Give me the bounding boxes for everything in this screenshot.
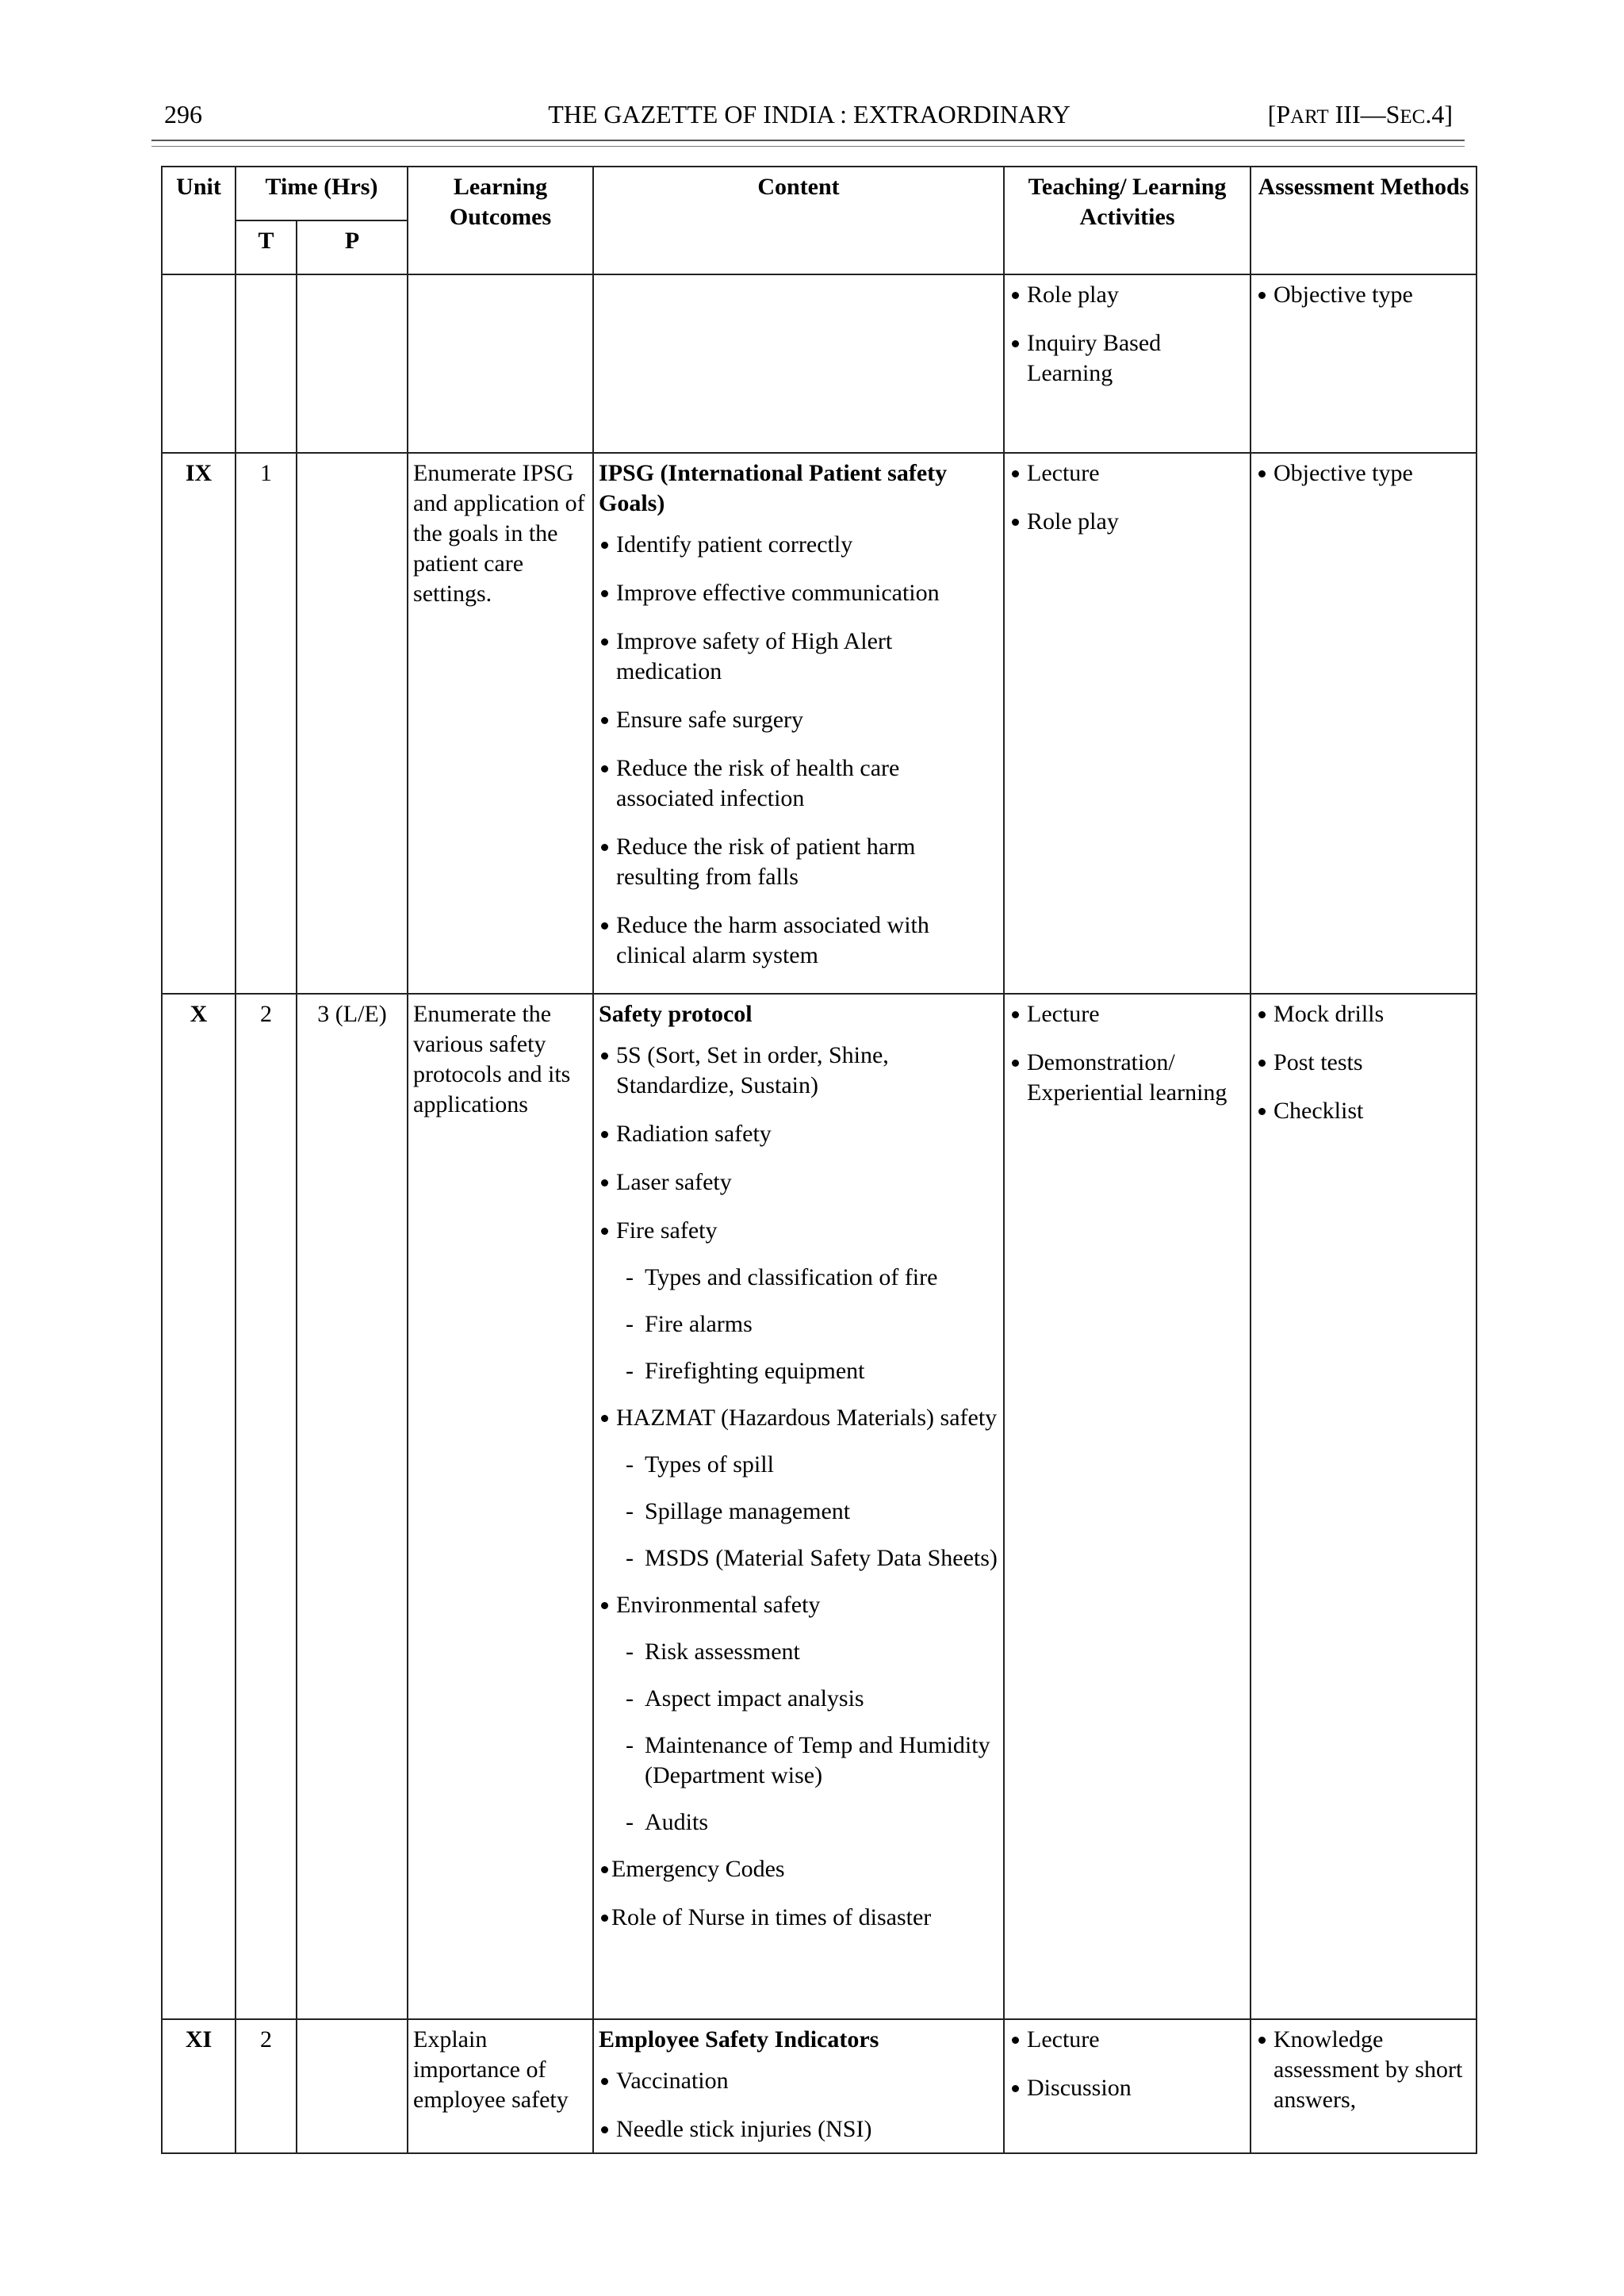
sub-list-item: - Maintenance of Temp and Humidity (Department wise): [599, 1731, 998, 1791]
sub-list-item: - Types and classification of fire: [599, 1263, 998, 1293]
teaching-cell: [1004, 453, 1251, 994]
list-item: Inquiry Based Learning: [1009, 328, 1245, 389]
list-item: Demonstration/ Experiential learning: [1009, 1048, 1245, 1108]
table-row-continued: [162, 274, 1477, 453]
header-rule-thin: [151, 146, 1465, 147]
list-item: Lecture: [1009, 2025, 1245, 2055]
teaching-cell: [1004, 994, 1251, 2019]
sub-list-item: - Risk assessment: [599, 1637, 998, 1667]
gazette-title: THE GAZETTE OF INDIA : EXTRAORDINARY: [548, 100, 1071, 128]
header-teaching-activities: Teaching/ Learning Activities: [1004, 167, 1251, 274]
content-title: IPSG (International Patient safety Goals): [599, 460, 948, 516]
list-item: Vaccination: [599, 2066, 998, 2096]
time-p-cell: 3 (L/E): [297, 994, 408, 2019]
list-item: Discussion: [1009, 2073, 1245, 2103]
list-item: Laser safety: [599, 1167, 998, 1198]
unit-cell: [162, 274, 236, 453]
list-item: [599, 1590, 998, 1838]
list-item: Emergency Codes: [599, 1854, 998, 1884]
sub-list-item: - Fire alarms: [599, 1309, 998, 1340]
page-number: 296: [164, 100, 202, 128]
list-item: Objective type: [1256, 458, 1471, 489]
header-content: Content: [593, 167, 1004, 274]
assessment-cell: [1251, 453, 1477, 994]
header-time-p: P: [297, 220, 408, 274]
list-item: [599, 1403, 998, 1573]
sub-list-item: - Spillage management: [599, 1497, 998, 1527]
time-p-cell: [297, 453, 408, 994]
list-item: Reduce the risk of patient harm resulting from falls: [599, 832, 998, 892]
content-cell: [593, 453, 1004, 994]
teaching-cell: [1004, 2019, 1251, 2153]
part-section-label: [PART III—SEC.4]: [1267, 100, 1453, 128]
table-row-unit-x: [162, 994, 1477, 2019]
time-t-cell: [236, 274, 297, 453]
list-item-text: HAZMAT (Hazardous Materials) safety: [616, 1405, 998, 1431]
page-header: [161, 98, 1457, 136]
time-t-cell: 2: [236, 994, 297, 2019]
sub-list-item: - Audits: [599, 1807, 998, 1838]
list-item: Objective type: [1256, 280, 1471, 310]
list-item: Role play: [1009, 507, 1245, 537]
header-assessment-methods: Assessment Methods: [1251, 167, 1477, 274]
sub-list-item: - MSDS (Material Safety Data Sheets): [599, 1543, 998, 1573]
list-item: Radiation safety: [599, 1119, 998, 1149]
content-cell: [593, 274, 1004, 453]
unit-cell: IX: [162, 453, 236, 994]
list-item: Improve safety of High Alert medication: [599, 627, 998, 687]
syllabus-table: [161, 166, 1477, 2154]
learning-outcome-cell: Explain importance of employee safety: [408, 2019, 593, 2153]
learning-outcome-cell: Enumerate the various safety protocols and its applications: [408, 994, 593, 2019]
header-unit: Unit: [162, 167, 236, 274]
list-item: Mock drills: [1256, 999, 1471, 1029]
list-item-text: Fire safety: [616, 1217, 718, 1244]
assessment-cell: [1251, 994, 1477, 2019]
header-rule: [151, 140, 1465, 141]
sub-list-item: - Firefighting equipment: [599, 1356, 998, 1386]
content-title: Safety protocol: [599, 1001, 753, 1027]
time-t-cell: 2: [236, 2019, 297, 2153]
time-t-cell: 1: [236, 453, 297, 994]
content-cell: [593, 2019, 1004, 2153]
header-time: Time (Hrs): [236, 167, 408, 220]
sub-list-item: - Aspect impact analysis: [599, 1684, 998, 1714]
list-item: Improve effective communication: [599, 578, 998, 608]
list-item: [599, 1216, 998, 1386]
list-item: Post tests: [1256, 1048, 1471, 1078]
list-item: Lecture: [1009, 999, 1245, 1029]
learning-outcome-cell: [408, 274, 593, 453]
content-cell: [593, 994, 1004, 2019]
list-item: Reduce the risk of health care associated infection: [599, 753, 998, 814]
list-item: Ensure safe surgery: [599, 705, 998, 735]
unit-cell: XI: [162, 2019, 236, 2153]
list-item: Lecture: [1009, 458, 1245, 489]
assessment-cell: [1251, 2019, 1477, 2153]
teaching-cell: [1004, 274, 1251, 453]
header-time-t: T: [236, 220, 297, 274]
assessment-cell: [1251, 274, 1477, 453]
list-item-text: Environmental safety: [616, 1592, 821, 1618]
time-p-cell: [297, 274, 408, 453]
time-p-cell: [297, 2019, 408, 2153]
table-row-unit-xi: [162, 2019, 1477, 2153]
header-learning-outcomes: Learning Outcomes: [408, 167, 593, 274]
sub-list-item: - Types of spill: [599, 1450, 998, 1480]
list-item: Role play: [1009, 280, 1245, 310]
unit-cell: X: [162, 994, 236, 2019]
learning-outcome-cell: Enumerate IPSG and application of the goals in the patient care settings.: [408, 453, 593, 994]
table-row-unit-ix: [162, 453, 1477, 994]
list-item: Identify patient correctly: [599, 530, 998, 560]
list-item: Checklist: [1256, 1096, 1471, 1126]
list-item: Role of Nurse in times of disaster: [599, 1903, 998, 1933]
list-item: Needle stick injuries (NSI): [599, 2114, 998, 2145]
list-item: Knowledge assessment by short answers,: [1256, 2025, 1471, 2115]
list-item: 5S (Sort, Set in order, Shine, Standardize, Sustain): [599, 1041, 998, 1101]
content-title: Employee Safety Indicators: [599, 2026, 879, 2053]
list-item: Reduce the harm associated with clinical alarm system: [599, 910, 998, 971]
